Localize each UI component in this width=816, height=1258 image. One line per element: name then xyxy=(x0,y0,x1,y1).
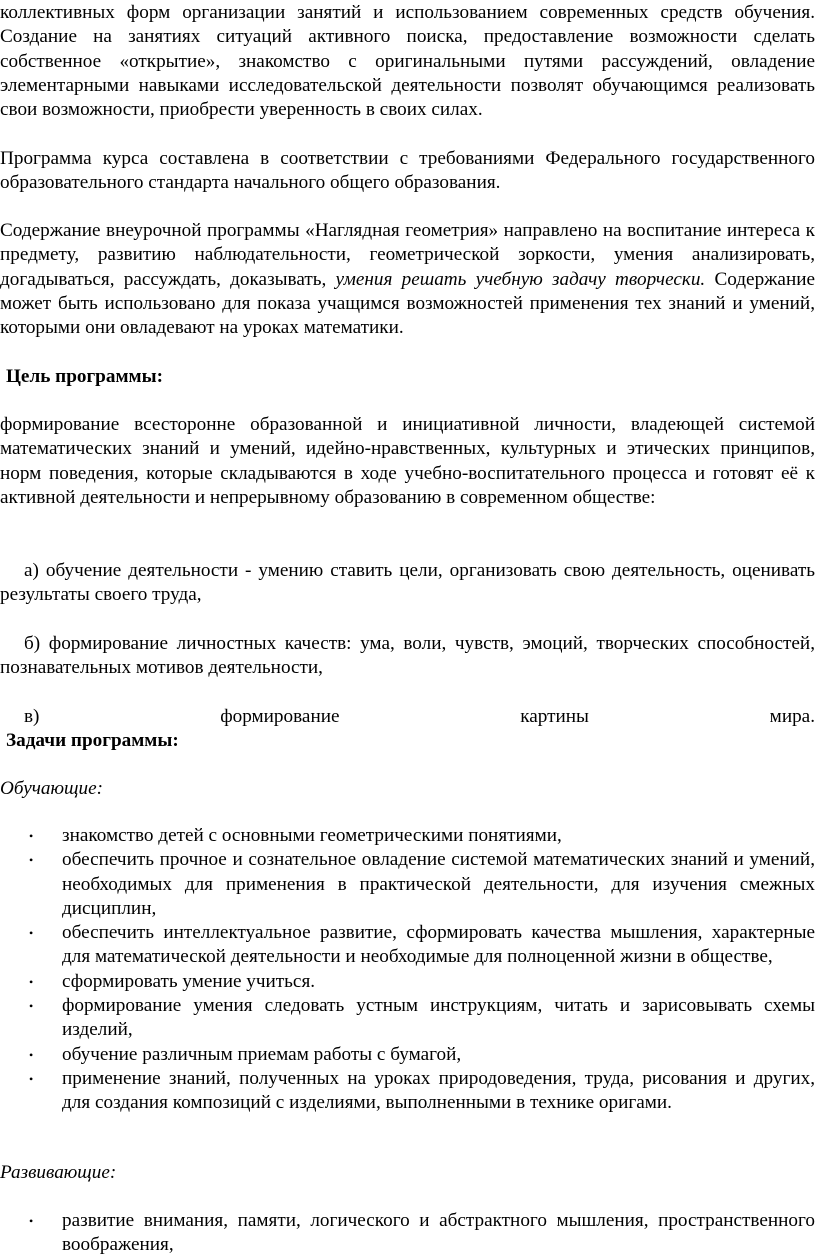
goal-heading: Цель программы: xyxy=(6,366,163,387)
bullet-icon: • xyxy=(29,926,34,941)
developing-heading: Развивающие: xyxy=(0,1162,117,1183)
teaching-heading: Обучающие: xyxy=(0,778,104,799)
list-item xyxy=(0,921,815,970)
bullet-icon: • xyxy=(29,1214,34,1228)
content-text-2: Содержание может быть использовано для показа учащимся возможностей применения тех знаний и умений, которыми они овладевают на уроках математики. xyxy=(0,268,815,339)
goal-item-c: в) формирование картины мира. xyxy=(24,706,815,727)
list-item-text: обеспечить интеллектуальное развитие, сформировать качества мышления, характерные для математической деятельности и необходимые для полноценной жизни в обществе, xyxy=(62,922,815,968)
list-item-text: обеспечить прочное и сознательное овладение системой математических знаний и умений, необходимых для применения в практической деятельности, для изучения смежных дисциплин, xyxy=(62,849,815,919)
list-item-text: применение знаний, полученных на уроках природоведения, труда, рисования и других, для создания композиций с изделиями, выполненными в технике оригами. xyxy=(62,1067,815,1114)
list-item xyxy=(0,824,815,848)
list-item xyxy=(0,994,815,1043)
intro-paragraph: коллективных форм организации занятий и использованием современных средств обучения. Создание на занятиях ситуаций активного поиска, предоставление возможности сделать собственное «открытие», знакомство с оригинальными путями рассуждений, овладение элементарными навыками исследовательской деятельности позволят обучающимся реализовать свои возможности, приобрести уверенность в своих силах. xyxy=(0,2,815,121)
bullet-icon: • xyxy=(29,999,34,1014)
goal-item-b: б) формирование личностных качеств: ума, воли, чувств, эмоций, творческих способностей, познавательных мотивов деятельности, xyxy=(0,633,815,679)
teaching-list xyxy=(0,824,815,1116)
content-text-1: Содержание внеурочной программы «Наглядная геометрия» направлено на воспитание интереса к предмету, развитию наблюдательности, геометрической зоркости, умения анализировать, догадываться, рассуждать, доказывать, xyxy=(0,220,815,290)
list-item-text: развитие внимания, памяти, логического и абстрактного мышления, пространственного воображения, xyxy=(62,1210,815,1256)
bullet-icon: • xyxy=(29,974,34,989)
goal-text: формирование всесторонне образованной и инициативной личности, владеющей системой математических знаний и умений, идейно-нравственных, культурных и этических принципов, норм поведения, которые складываются в ходе учебно-воспитательного процесса и готовят её к активной деятельности и непрерывному образованию в современном обществе: xyxy=(0,414,815,508)
bullet-icon: • xyxy=(29,853,34,868)
list-item-text: знакомство детей с основными геометрическими понятиями, xyxy=(62,825,562,846)
list-item xyxy=(0,1067,815,1116)
developing-list xyxy=(0,1209,815,1258)
bullet-icon: • xyxy=(29,1071,34,1086)
list-item xyxy=(0,970,815,994)
list-item-text: обучение различным приемам работы с бумагой, xyxy=(62,1043,462,1065)
content-paragraph xyxy=(0,219,815,340)
goal-item-a: а) обучение деятельности - умению ставить цели, организовать свою деятельность, оценивать результаты своего труда, xyxy=(0,560,815,606)
content-text-italic: умения решать учебную задачу творчески. xyxy=(335,268,706,290)
bullet-icon: • xyxy=(29,1047,34,1062)
list-item xyxy=(0,848,815,921)
list-item xyxy=(0,1043,815,1067)
list-item xyxy=(0,1209,815,1258)
program-paragraph: Программа курса составлена в соответствии с требованиями Федерального государственного образовательного стандарта начального общего образования. xyxy=(0,148,815,194)
bullet-icon: • xyxy=(29,829,34,843)
tasks-heading: Задачи программы: xyxy=(6,730,179,751)
list-item-text: формирование умения следовать устным инструкциям, читать и зарисовывать схемы изделий, xyxy=(62,995,815,1041)
list-item-text: сформировать умение учиться. xyxy=(62,970,316,992)
